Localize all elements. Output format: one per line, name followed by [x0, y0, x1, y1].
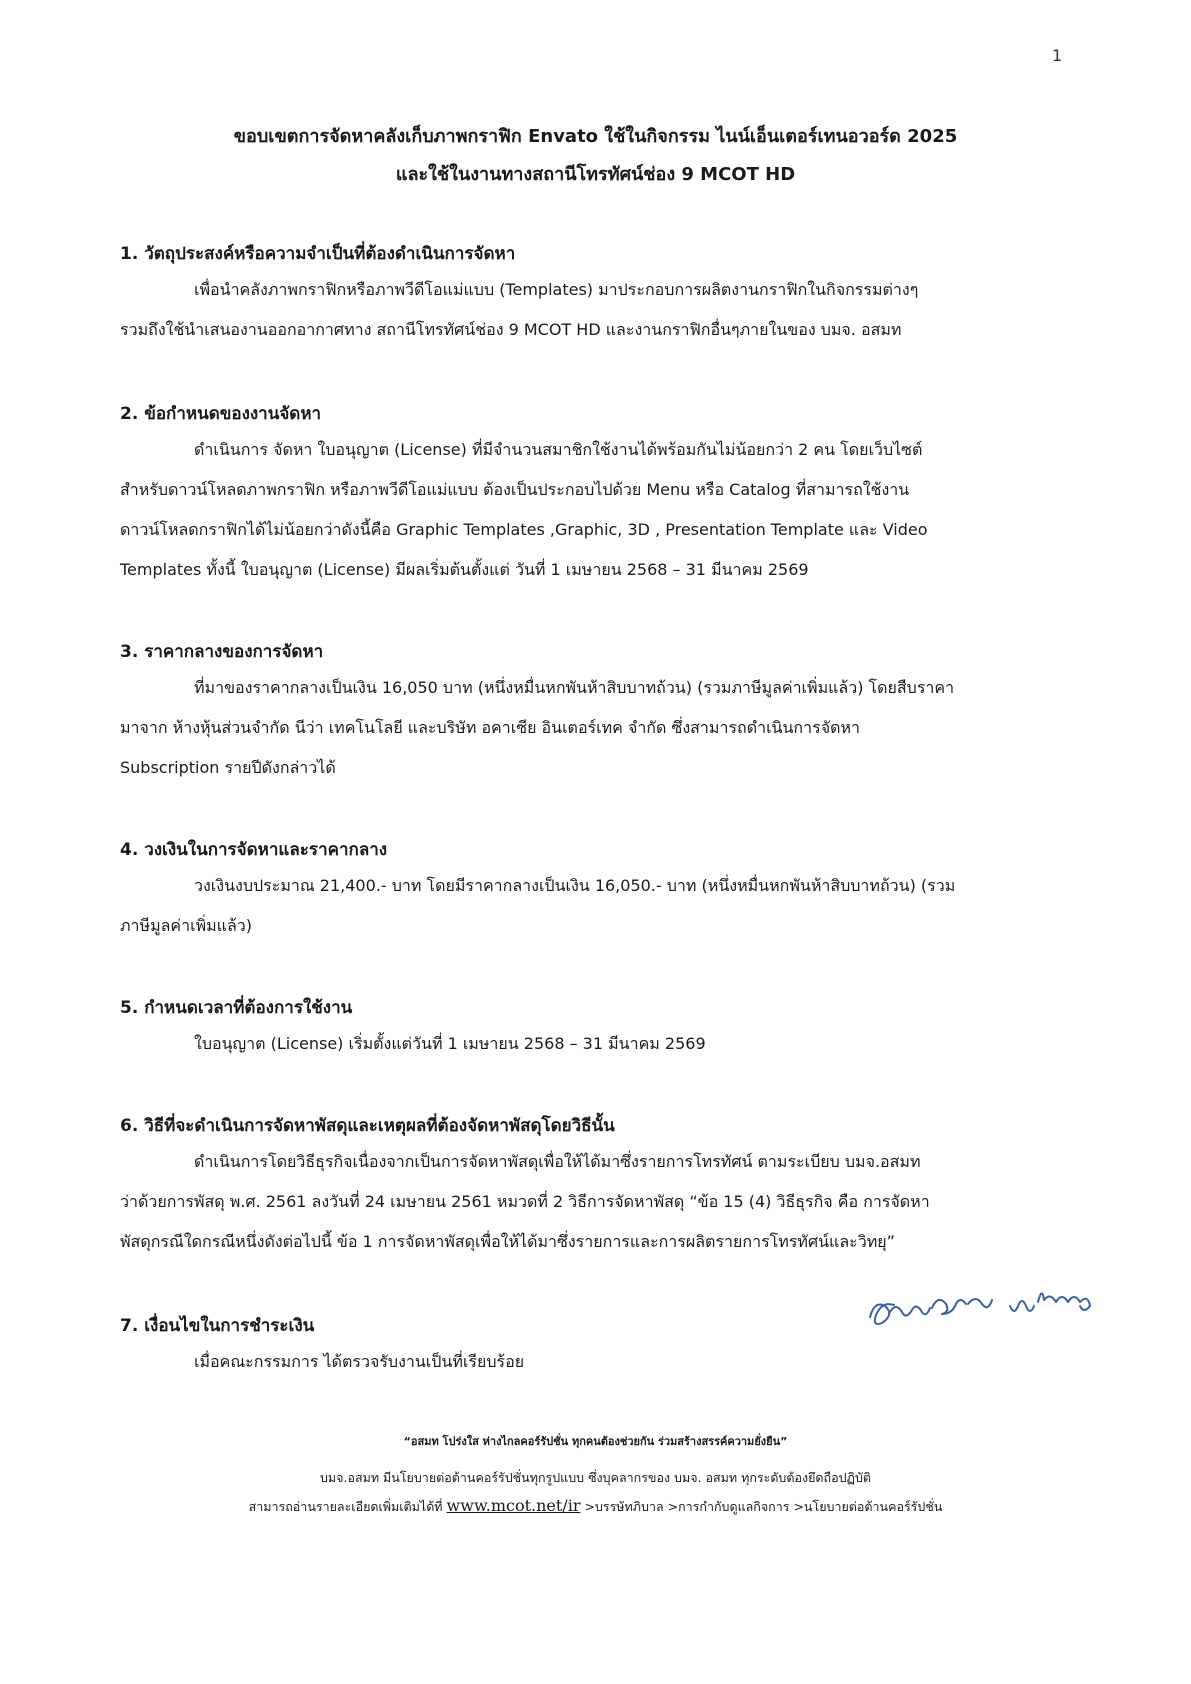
section-body	[120, 1142, 1070, 1262]
body-line: ใบอนุญาต (License) เริ่มตั้งแต่วันที่ 1 เมษายน 2568 – 31 มีนาคม 2569	[194, 1034, 706, 1053]
body-line: เมื่อคณะกรรมการ ได้ตรวจรับงานเป็นที่เรียบร้อย	[194, 1352, 525, 1371]
section-body	[120, 1342, 1070, 1382]
body-line: ที่มาของราคากลางเป็นเงิน 16,050 บาท (หนึ่งหมื่นหกพันห้าสิบบาทถ้วน) (รวมภาษีมูลค่าเพิ่มแล้ว) โดยสืบราคา	[194, 678, 955, 697]
anti-corruption-motto: “อสมท โปร่งใส ห่างไกลคอร์รัปชั่น ทุกคนต้องช่วยกัน ร่วมสร้างสรรค์ความยั่งยืน”	[403, 1435, 788, 1448]
section-procurement-method	[120, 1110, 1070, 1262]
body-line: ว่าด้วยการพัสดุ พ.ศ. 2561 ลงวันที่ 24 เมษายน 2561 หมวดที่ 2 วิธีการจัดหาพัสดุ “ข้อ 15 (4) วิธีธุรกิจ คือ การจัดหา	[120, 1192, 930, 1211]
policy-prefix: สามารถอ่านรายละเอียดเพิ่มเติมได้ที่	[248, 1499, 443, 1514]
section-budget	[120, 834, 1070, 946]
body-line: รวมถึงใช้นำเสนองานออกอากาศทาง สถานีโทรทัศน์ช่อง 9 MCOT HD และงานกราฟิกอื่นๆภายในของ บมจ. อสมท	[120, 320, 902, 339]
section-body	[120, 270, 1070, 350]
section-schedule	[120, 992, 1070, 1064]
body-line: ดำเนินการโดยวิธีธุรกิจเนื่องจากเป็นการจัดหาพัสดุเพื่อให้ได้มาซึ่งรายการโทรทัศน์ ตามระเบียบ บมจ.อสมท	[194, 1152, 921, 1171]
body-line: Subscription รายปีดังกล่าวได้	[120, 758, 336, 777]
section-heading: 5. กำหนดเวลาที่ต้องการใช้งาน	[120, 998, 353, 1018]
document-title	[0, 118, 1191, 194]
body-line: ดาวน์โหลดกราฟิกได้ไม่น้อยกว่าดังนี้คือ Graphic Templates ,Graphic, 3D , Presentation Template และ Video	[120, 520, 928, 539]
section-heading: 4. วงเงินในการจัดหาและราคากลาง	[120, 840, 388, 860]
section-heading: 7. เงื่อนไขในการชำระเงิน	[120, 1316, 315, 1336]
policy-line-2	[0, 1496, 1191, 1517]
section-heading: 1. วัตถุประสงค์หรือความจำเป็นที่ต้องดำเนินการจัดหา	[120, 244, 516, 264]
handwritten-signature	[860, 1272, 1120, 1342]
body-line: เพื่อนำคลังภาพกราฟิกหรือภาพวีดีโอแม่แบบ (Templates) มาประกอบการผลิตงานกราฟิกในกิจกรรมต่างๆ	[194, 280, 919, 299]
title-line-2: และใช้ในงานทางสถานีโทรทัศน์ช่อง 9 MCOT HD	[395, 164, 796, 185]
body-line: วงเงินงบประมาณ 21,400.- บาท โดยมีราคากลางเป็นเงิน 16,050.- บาท (หนึ่งหมื่นหกพันห้าสิบบาทถ้วน) (รวม	[194, 876, 956, 895]
body-line: พัสดุกรณีใดกรณีหนึ่งดังต่อไปนี้ ข้อ 1 การจัดหาพัสดุเพื่อให้ได้มาซึ่งรายการและการผลิตรายการโทรทัศน์และวิทยุ”	[120, 1232, 895, 1251]
section-heading: 6. วิธีที่จะดำเนินการจัดหาพัสดุและเหตุผลที่ต้องจัดหาพัสดุโดยวิธีนั้น	[120, 1116, 615, 1136]
section-body	[120, 1024, 1070, 1064]
body-line: สำหรับดาวน์โหลดภาพกราฟิก หรือภาพวีดีโอแม่แบบ ต้องเป็นประกอบไปด้วย Menu หรือ Catalog ที่สามารถใช้งาน	[120, 480, 910, 499]
body-line: ดำเนินการ จัดหา ใบอนุญาต (License) ที่มีจำนวนสมาชิกใช้งานได้พร้อมกันไม่น้อยกว่า 2 คน โดยเว็บไซต์	[194, 440, 923, 459]
policy-suffix: >บรรษัทภิบาล >การกำกับดูแลกิจการ >นโยบายต่อต้านคอร์รัปชั่น	[584, 1499, 943, 1514]
section-body	[120, 430, 1070, 590]
page-number: 1	[1052, 46, 1063, 65]
section-body	[120, 668, 1070, 788]
body-line: มาจาก ห้างหุ้นส่วนจำกัด นีว่า เทคโนโลยี และบริษัท อคาเซีย อินเตอร์เทค จำกัด ซึ่งสามารถดำเนินการจัดหา	[120, 718, 860, 737]
mcot-ir-link[interactable]: www.mcot.net/ir	[446, 1496, 581, 1515]
body-line: Templates ทั้งนี้ ใบอนุญาต (License) มีผลเริ่มต้นตั้งแต่ วันที่ 1 เมษายน 2568 – 31 มีนาคม 2569	[120, 560, 809, 579]
section-heading: 2. ข้อกำหนดของงานจัดหา	[120, 404, 322, 424]
section-objective	[120, 238, 1070, 350]
title-line-1: ขอบเขตการจัดหาคลังเก็บภาพกราฟิก Envato ใช้ในกิจกรรม ไนน์เอ็นเตอร์เทนอวอร์ด 2025	[233, 126, 958, 147]
section-heading: 3. ราคากลางของการจัดหา	[120, 642, 324, 662]
section-median-price	[120, 636, 1070, 788]
section-requirements	[120, 398, 1070, 590]
policy-line-1: บมจ.อสมท มีนโยบายต่อต้านคอร์รัปชั่นทุกรูปแบบ ซึ่งบุคลากรของ บมจ. อสมท ทุกระดับต้องยึดถือปฏิบัติ	[319, 1470, 871, 1485]
section-body	[120, 866, 1070, 946]
body-line: ภาษีมูลค่าเพิ่มแล้ว)	[120, 916, 253, 935]
